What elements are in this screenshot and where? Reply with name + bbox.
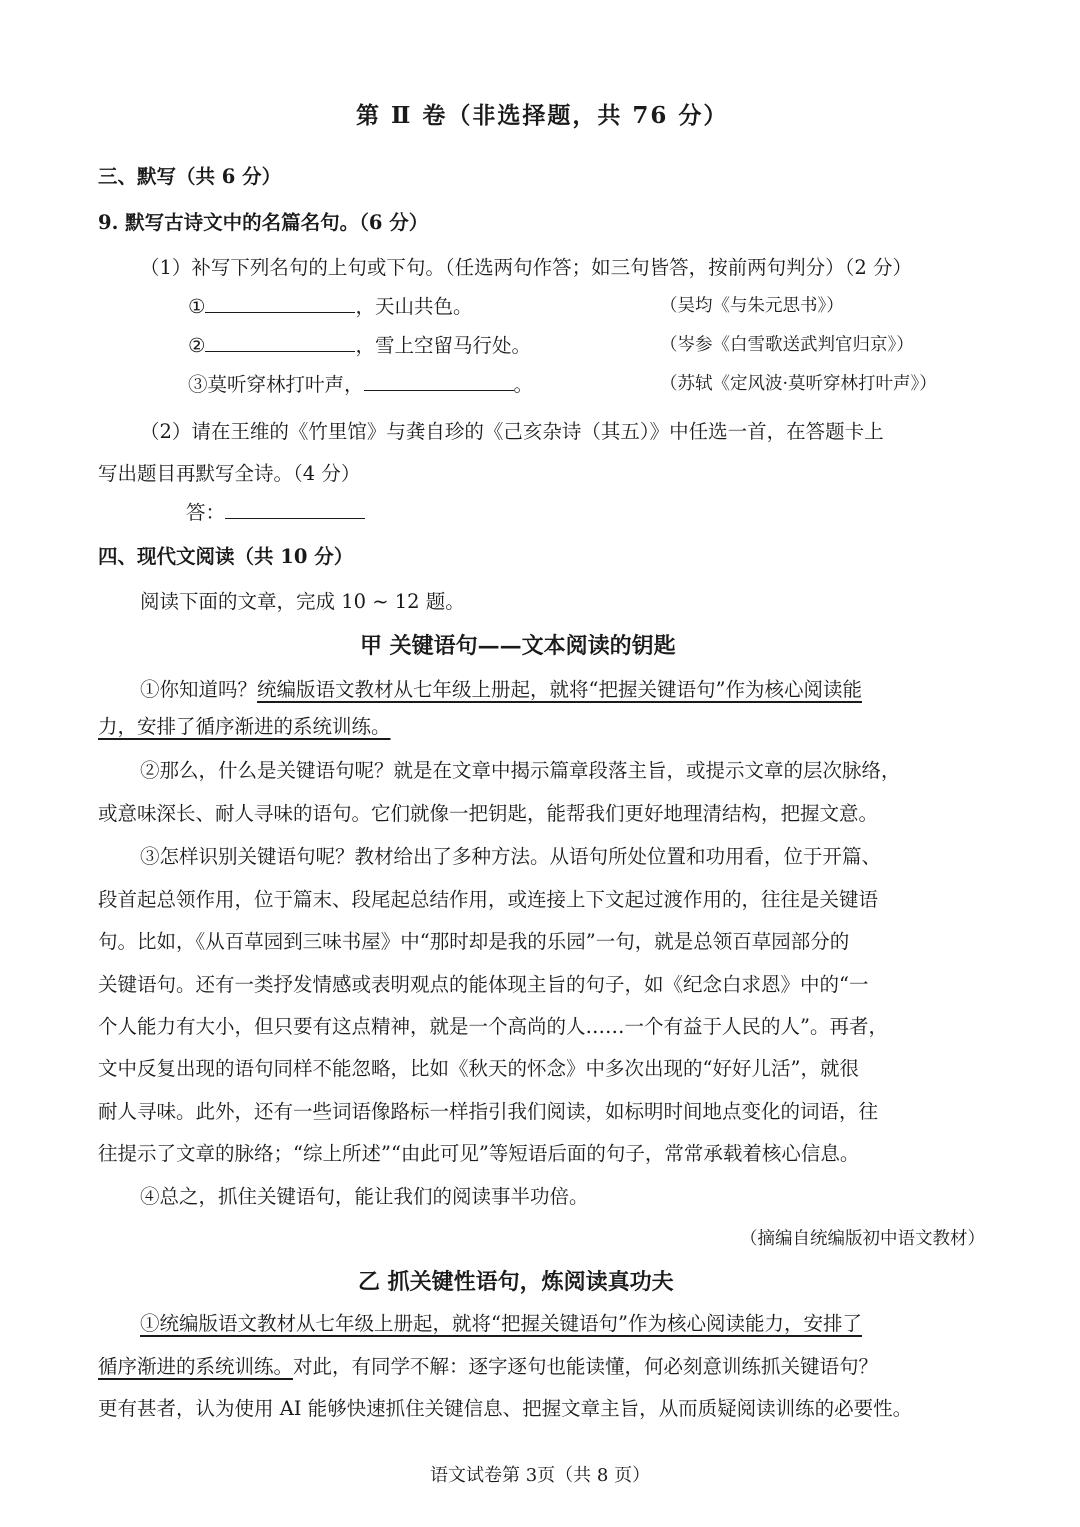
fill-item-2	[188, 331, 531, 360]
answer-blank-2[interactable]	[205, 331, 355, 352]
item-3-source: （苏轼《定风波·莫听穿林打叶声》）	[660, 374, 937, 394]
question-9-part-2-line-1: （2）请在王维的《竹里馆》与龚自珍的《己亥杂诗（其五）》中任选一首，在答题卡上	[140, 420, 884, 443]
article-b-p1-line-2	[98, 1353, 878, 1381]
answer-line	[186, 498, 365, 527]
article-a-p3-line-1: ③怎样识别关键语句呢？教材给出了多种方法。从语句所处位置和功用看，位于开篇、	[140, 845, 882, 868]
p1-lead: ①你知道吗？	[140, 678, 258, 701]
fill-item-1	[188, 292, 473, 321]
paper-title: 第 Ⅱ 卷（非选择题，共 76 分）	[356, 102, 729, 129]
answer-blank-3[interactable]	[364, 370, 514, 391]
page-footer: 语文试卷第 3页（共 8 页）	[430, 1465, 651, 1486]
question-9-part-2-line-2: 写出题目再默写全诗。（4 分）	[98, 462, 361, 485]
article-a-p3-line-7: 耐人寻味。此外，还有一些词语像路标一样指引我们阅读，如标明时间地点变化的词语，往	[98, 1100, 879, 1123]
item-number: ②	[188, 334, 206, 357]
p1-underlined-1: 统编版语文教材从七年级上册起，就将“把握关键语句”作为核心阅读能	[257, 678, 862, 701]
p1-rest: 对此，有同学不解：逐字逐句也能读懂，何必刻意训练抓关键语句？	[293, 1355, 879, 1378]
answer-blank-4[interactable]	[225, 498, 365, 519]
p1-underlined-2: 循序渐进的系统训练。	[98, 1355, 294, 1378]
question-9: 9. 默写古诗文中的名篇名句。（6 分）	[98, 211, 429, 234]
answer-blank-1[interactable]	[205, 292, 355, 313]
item-text: ，天山共色。	[355, 295, 473, 318]
section-3-heading: 三、默写（共 6 分）	[98, 165, 282, 188]
article-a-p3-line-3: 句。比如，《从百草园到三味书屋》中“那时却是我的乐园”一句，就是总领百草园部分的	[98, 930, 850, 953]
item-text: ，雪上空留马行处。	[355, 334, 531, 357]
question-9-part-1: （1）补写下列名句的上句或下句。（任选两句作答；如三句皆答，按前两句判分）（2 分）	[140, 256, 913, 279]
section-4-heading: 四、现代文阅读（共 10 分）	[98, 545, 354, 568]
article-a-p2-line-1: ②那么，什么是关键语句呢？就是在文章中揭示篇章段落主旨，或提示文章的层次脉络，	[140, 759, 901, 782]
item-text-end: 。	[513, 373, 534, 396]
article-a-p3-line-6: 文中反复出现的语句同样不能忽略，比如《秋天的怀念》中多次出现的“好好儿活”，就很	[98, 1057, 859, 1080]
article-a-p3-line-2: 段首起总领作用，位于篇末、段尾起总结作用，或连接上下文起过渡作用的，往往是关键语	[98, 888, 879, 911]
item-text: ③莫听穿林打叶声，	[188, 373, 364, 396]
article-a-p3-line-4: 关键语句。还有一类抒发情感或表明观点的能体现主旨的句子，如《纪念白求恩》中的“一	[98, 973, 869, 996]
article-a-p4: ④总之，抓住关键语句，能让我们的阅读事半功倍。	[140, 1185, 589, 1208]
article-a-p3-line-5: 个人能力有大小，但只要有这点精神，就是一个高尚的人……一个有益于人民的人”。再者，	[98, 1015, 888, 1038]
article-a-source: （摘编自统编版初中语文教材）	[740, 1229, 985, 1249]
section-4-intro: 阅读下面的文章，完成 10 ~ 12 题。	[140, 590, 465, 613]
article-a-p2-line-2: 或意味深长、耐人寻味的语句。它们就像一把钥匙，能帮我们更好地理清结构，把握文意。	[98, 802, 879, 825]
article-b-p1-line-1: ①统编版语文教材从七年级上册起，就将“把握关键语句”作为核心阅读能力，安排了	[140, 1312, 862, 1335]
answer-label: 答：	[186, 501, 226, 524]
item-1-source: （吴均《与朱元思书》）	[660, 296, 844, 316]
article-a-p1-line-2: 力，安排了循序渐进的系统训练。	[98, 715, 391, 738]
article-b-title: 乙 抓关键性语句，炼阅读真功夫	[358, 1269, 674, 1295]
item-2-source: （岑参《白雪歌送武判官归京》）	[660, 335, 914, 355]
article-a-p1-line-1	[140, 676, 862, 704]
item-number: ①	[188, 295, 206, 318]
fill-item-3	[188, 370, 533, 399]
article-a-p3-line-8: 往提示了文章的脉络；“综上所述”“由此可见”等短语后面的句子，常常承载着核心信息。	[98, 1142, 860, 1165]
article-a-title: 甲 关键语句——文本阅读的钥匙	[360, 633, 676, 659]
article-b-p1-line-3: 更有甚者，认为使用 AI 能够快速抓住关键信息、把握文章主旨，从而质疑阅读训练的必要性。	[98, 1397, 913, 1420]
